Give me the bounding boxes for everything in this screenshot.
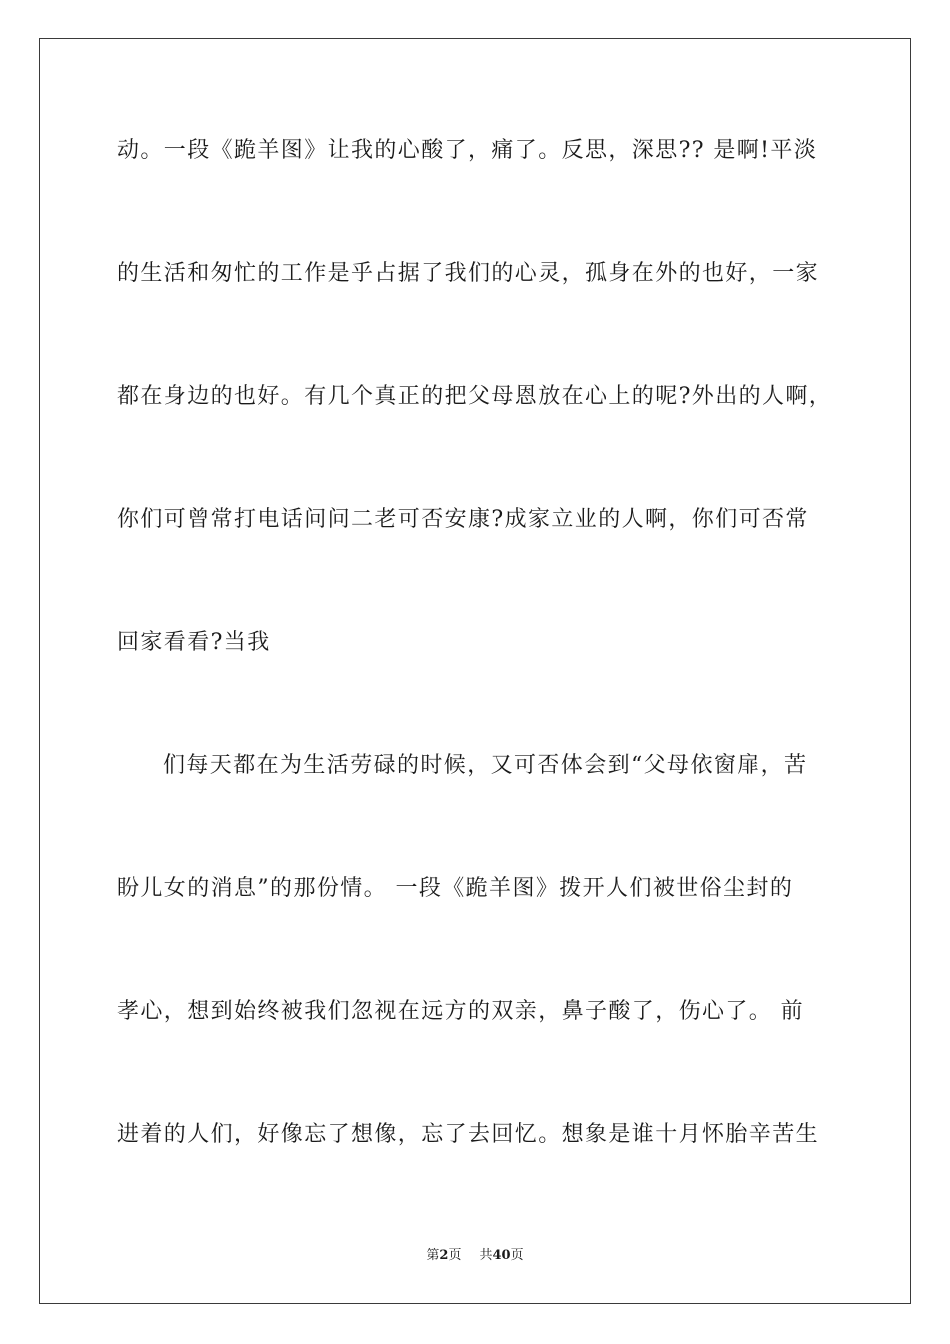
body-text-line: 的生活和匆忙的工作是乎占据了我们的心灵，孤身在外的也好，一家 bbox=[117, 261, 820, 286]
total-pages-suffix: 页 bbox=[510, 1248, 524, 1263]
page-footer bbox=[0, 1248, 950, 1264]
body-text-line: 你们可曾常打电话问问二老可否安康?成家立业的人啊，你们可否常 bbox=[117, 507, 809, 532]
paragraph-start-line: 们每天都在为生活劳碌的时候，又可否体会到“父母依窗扉，苦 bbox=[163, 753, 808, 778]
body-text-line: 都在身边的也好。有几个真正的把父母恩放在心上的呢?外出的人啊， bbox=[117, 384, 833, 409]
total-pages-number: 40 bbox=[492, 1248, 511, 1263]
total-pages-prefix: 共 bbox=[479, 1248, 493, 1263]
body-text-line: 进着的人们，好像忘了想像，忘了去回忆。想象是谁十月怀胎辛苦生 bbox=[117, 1122, 820, 1147]
page-border bbox=[39, 38, 911, 1304]
body-text-line: 盼儿女的消息”的那份情。 一段《跪羊图》拨开人们被世俗尘封的 bbox=[117, 876, 794, 901]
body-text-line: 孝心，想到始终被我们忽视在远方的双亲，鼻子酸了，伤心了。 前 bbox=[117, 999, 804, 1024]
page-number-suffix: 页 bbox=[448, 1248, 462, 1263]
body-text-line: 回家看看?当我 bbox=[117, 630, 271, 655]
body-text-line: 动。一段《跪羊图》让我的心酸了，痛了。反思，深思?? 是啊!平淡 bbox=[117, 138, 818, 163]
page-number-prefix: 第 bbox=[426, 1248, 440, 1263]
current-page-number: 2 bbox=[439, 1248, 449, 1263]
